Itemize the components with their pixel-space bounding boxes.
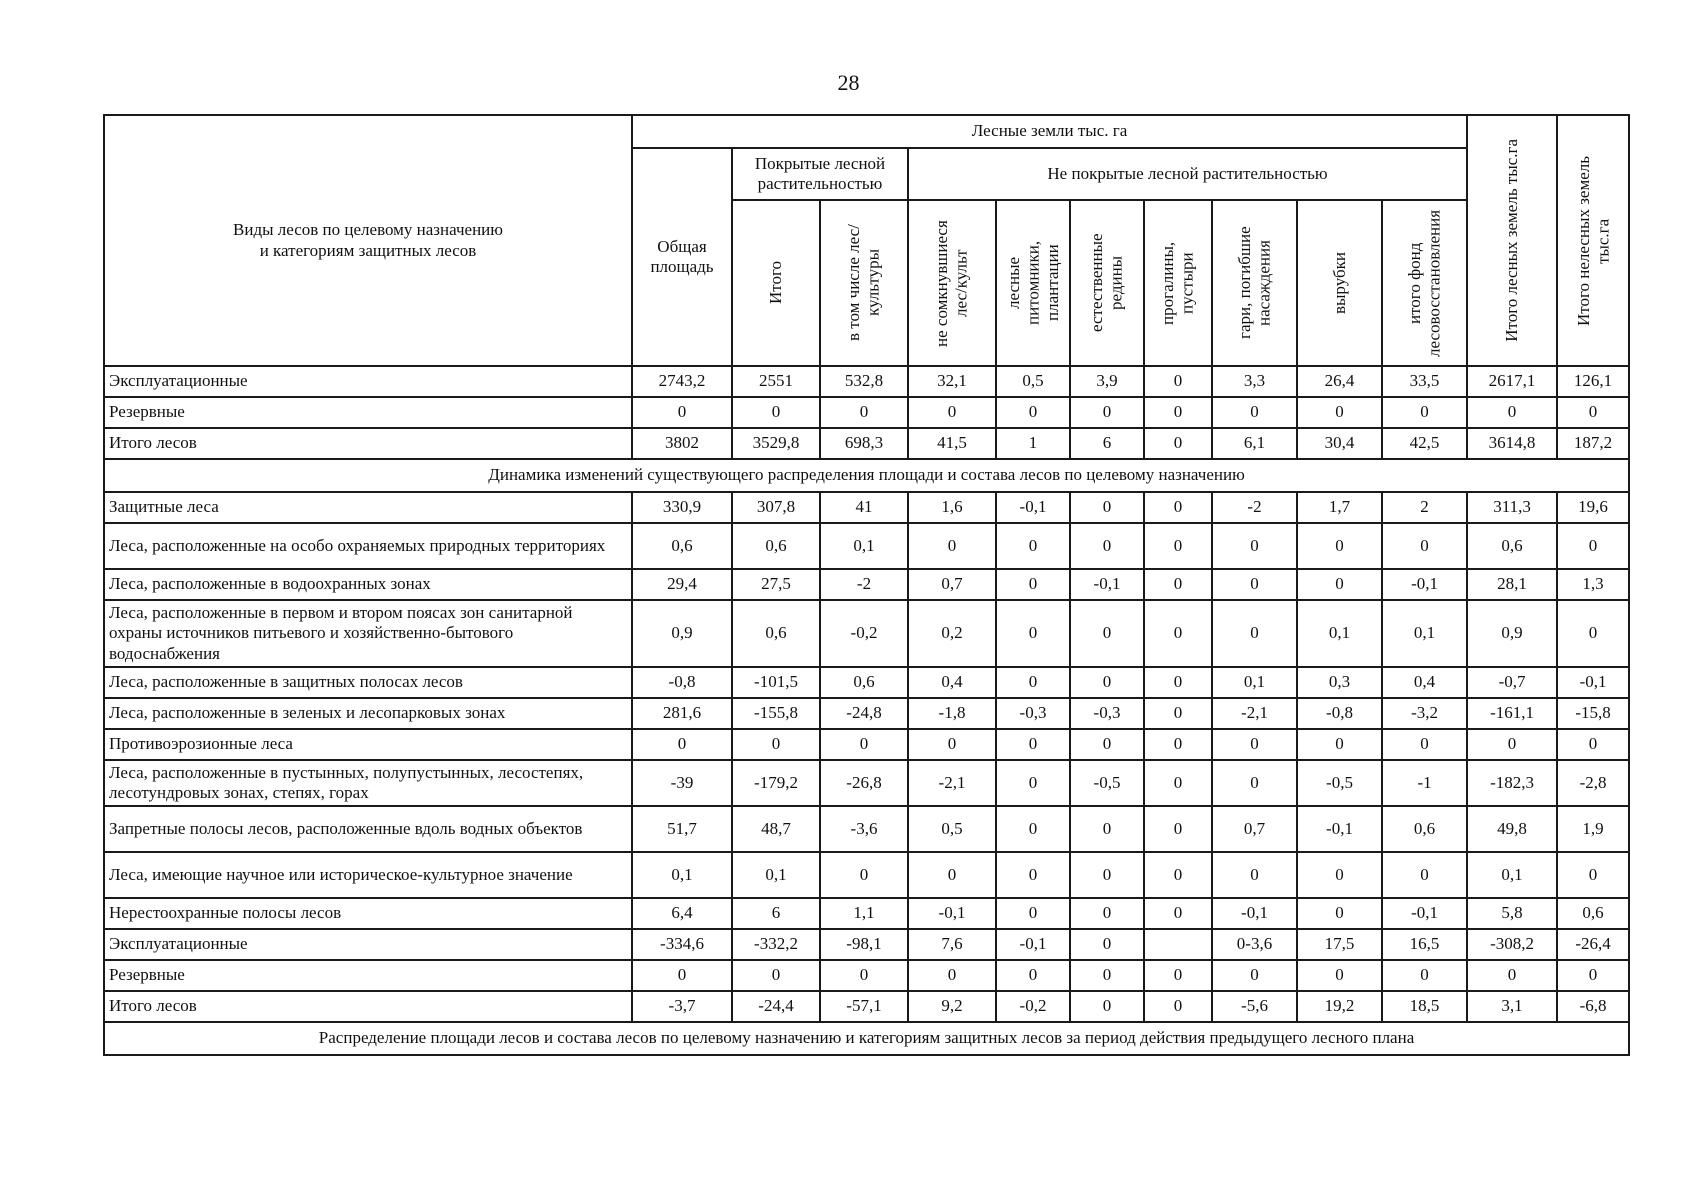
table-cell: 2	[1382, 492, 1467, 523]
table-cell: 0	[1382, 523, 1467, 569]
table-cell: 3,9	[1070, 366, 1144, 397]
table-cell: -308,2	[1467, 929, 1557, 960]
table-cell: -2,1	[1212, 698, 1297, 729]
table-cell: 30,4	[1297, 428, 1382, 459]
table-cell: 1,6	[908, 492, 996, 523]
table-cell: 0	[1070, 397, 1144, 428]
table-cell: -0,1	[996, 929, 1070, 960]
table-cell: 0	[732, 729, 820, 760]
table-cell: 0	[1212, 569, 1297, 600]
table-cell: 0	[1144, 569, 1212, 600]
table-cell: 1,7	[1297, 492, 1382, 523]
table-cell: 27,5	[732, 569, 820, 600]
table-cell: 0	[996, 729, 1070, 760]
section-dynamics	[104, 459, 1629, 492]
table-cell: 0,1	[1467, 852, 1557, 898]
table-cell: 3,1	[1467, 991, 1557, 1022]
table-cell: 0	[1557, 397, 1629, 428]
table-cell: -332,2	[732, 929, 820, 960]
table-cell: 0	[1382, 960, 1467, 991]
table-cell: 42,5	[1382, 428, 1467, 459]
table-cell: 16,5	[1382, 929, 1467, 960]
table-row	[104, 852, 1629, 898]
header-nc-cuttings: вырубки	[1297, 200, 1382, 366]
header-nc-nurseries: лесные питомники, плантации	[996, 200, 1070, 366]
table-cell: 0	[820, 397, 908, 428]
table-cell: -26,8	[820, 760, 908, 806]
table-cell: 0	[1297, 960, 1382, 991]
section-title-distribution: Распределение площади лесов и состава лесов по целевому назначению и категориям защитных лесов за период действия предыдущего лесного плана	[104, 1022, 1629, 1055]
table-cell: -6,8	[1557, 991, 1629, 1022]
table-cell: 0	[1212, 729, 1297, 760]
table-cell: 0	[1144, 397, 1212, 428]
table-cell: 0	[1212, 760, 1297, 806]
row-label: Леса, расположенные в водоохранных зонах	[104, 569, 632, 600]
table-cell: 2551	[732, 366, 820, 397]
table-cell: 0,6	[1382, 806, 1467, 852]
table-cell: 0	[1212, 960, 1297, 991]
table-row	[104, 569, 1629, 600]
row-label: Резервные	[104, 960, 632, 991]
table-cell: 0	[996, 960, 1070, 991]
table-cell: -26,4	[1557, 929, 1629, 960]
table-row	[104, 698, 1629, 729]
table-cell: 0	[1070, 806, 1144, 852]
table-cell: 0	[820, 852, 908, 898]
table-cell: 330,9	[632, 492, 732, 523]
table-cell: 19,2	[1297, 991, 1382, 1022]
row-label: Нерестоохранные полосы лесов	[104, 898, 632, 929]
table-cell: -3,6	[820, 806, 908, 852]
table-cell: 0	[1557, 600, 1629, 667]
table-cell: -334,6	[632, 929, 732, 960]
table-cell: 307,8	[732, 492, 820, 523]
table-cell: 1,3	[1557, 569, 1629, 600]
table-cell: 0,1	[1297, 600, 1382, 667]
table-cell: 0	[1144, 960, 1212, 991]
section-distribution	[104, 1022, 1629, 1055]
table-cell: 0	[1144, 428, 1212, 459]
table-cell: 0	[996, 667, 1070, 698]
table-cell: -0,1	[1382, 898, 1467, 929]
table-cell: 0-3,6	[1212, 929, 1297, 960]
table-cell: 0	[1297, 569, 1382, 600]
table-cell: 0	[1070, 523, 1144, 569]
table-cell: -3,2	[1382, 698, 1467, 729]
table-cell: 0	[820, 960, 908, 991]
table-cell: -0,2	[820, 600, 908, 667]
row-label: Итого лесов	[104, 428, 632, 459]
table-cell: 0	[1297, 397, 1382, 428]
table-cell: 0,5	[908, 806, 996, 852]
table-cell: -161,1	[1467, 698, 1557, 729]
table-row	[104, 929, 1629, 960]
table-cell: 0	[1297, 523, 1382, 569]
table-cell: 0	[1297, 898, 1382, 929]
table-cell: 0	[996, 397, 1070, 428]
row-label: Эксплуатационные	[104, 929, 632, 960]
table-cell: 0	[1144, 698, 1212, 729]
table-row	[104, 760, 1629, 806]
table-cell: 0	[996, 898, 1070, 929]
table-cell: 2617,1	[1467, 366, 1557, 397]
table-cell: 6	[1070, 428, 1144, 459]
table-cell: -0,8	[632, 667, 732, 698]
table-cell: 0	[1070, 492, 1144, 523]
table-cell: -0,3	[996, 698, 1070, 729]
section-title-dynamics: Динамика изменений существующего распределения площади и состава лесов по целевому назначению	[104, 459, 1629, 492]
table-cell: -0,1	[1297, 806, 1382, 852]
table-cell: 0	[1212, 523, 1297, 569]
table-row	[104, 523, 1629, 569]
table-row	[104, 898, 1629, 929]
table-cell: -39	[632, 760, 732, 806]
table-cell: 9,2	[908, 991, 996, 1022]
table-cell: -2,8	[1557, 760, 1629, 806]
row-label: Леса, расположенные в зеленых и лесопарковых зонах	[104, 698, 632, 729]
table-cell: 698,3	[820, 428, 908, 459]
table-cell: 18,5	[1382, 991, 1467, 1022]
table-cell: 0,1	[632, 852, 732, 898]
row-label: Леса, имеющие научное или историческое-культурное значение	[104, 852, 632, 898]
table-cell: 0	[996, 600, 1070, 667]
table-cell: 0	[908, 852, 996, 898]
table-cell: 0,9	[632, 600, 732, 667]
row-label: Защитные леса	[104, 492, 632, 523]
table-cell: -0,8	[1297, 698, 1382, 729]
row-label: Запретные полосы лесов, расположенные вдоль водных объектов	[104, 806, 632, 852]
table-cell: 0,6	[1467, 523, 1557, 569]
table-cell: 0	[1557, 960, 1629, 991]
header-nc-burned: гари, погибшие насаждения	[1212, 200, 1297, 366]
table-cell: 0,1	[732, 852, 820, 898]
table-cell: -101,5	[732, 667, 820, 698]
table-cell: 0	[1297, 729, 1382, 760]
table-cell: 0	[908, 397, 996, 428]
table-cell: 0,4	[1382, 667, 1467, 698]
table-cell: 0	[1144, 366, 1212, 397]
table-cell: 51,7	[632, 806, 732, 852]
table-cell: 0	[1144, 806, 1212, 852]
table-cell: 0	[1297, 852, 1382, 898]
table-cell: 0,6	[820, 667, 908, 698]
table-cell: 0	[1467, 397, 1557, 428]
header-nc-total-fund: итого фонд лесовосстановления	[1382, 200, 1467, 366]
table-cell: 26,4	[1297, 366, 1382, 397]
table-cell: 0	[1070, 898, 1144, 929]
header-covered: Покрытые лесной растительностью	[732, 148, 908, 200]
table-cell: 0	[996, 806, 1070, 852]
table-cell: 532,8	[820, 366, 908, 397]
table-cell: 0,7	[908, 569, 996, 600]
table-cell: 0,2	[908, 600, 996, 667]
table-cell: -179,2	[732, 760, 820, 806]
table-row	[104, 960, 1629, 991]
header-nc-glades: прогалины, пустыри	[1144, 200, 1212, 366]
table-cell: 0	[996, 852, 1070, 898]
table-cell: 0	[1144, 991, 1212, 1022]
table-cell: 0	[908, 729, 996, 760]
table-cell: -0,5	[1297, 760, 1382, 806]
table-cell: 126,1	[1557, 366, 1629, 397]
table-cell: 0	[1070, 667, 1144, 698]
table-cell: -0,1	[1212, 898, 1297, 929]
table-cell: 0	[1144, 492, 1212, 523]
table-cell: 0,5	[996, 366, 1070, 397]
table-cell: -98,1	[820, 929, 908, 960]
table-cell: 1	[996, 428, 1070, 459]
table-cell: 0	[820, 729, 908, 760]
table-cell: 0,9	[1467, 600, 1557, 667]
table-cell: 0	[1144, 898, 1212, 929]
table-cell: 0	[1144, 852, 1212, 898]
row-label: Леса, расположенные в пустынных, полупустынных, лесостепях, лесотундровых зонах, степях, горах	[104, 760, 632, 806]
table-cell: -2	[820, 569, 908, 600]
table-cell: 0	[1382, 397, 1467, 428]
table-cell: -0,1	[1070, 569, 1144, 600]
table-cell: 0	[1070, 991, 1144, 1022]
table-cell: 1,1	[820, 898, 908, 929]
table-cell: -0,1	[908, 898, 996, 929]
header-covered-total: Итого	[732, 200, 820, 366]
table-cell: 33,5	[1382, 366, 1467, 397]
table-row	[104, 667, 1629, 698]
header-row-label: Виды лесов по целевому назначению и категориям защитных лесов	[104, 115, 632, 366]
table-cell: 0,6	[632, 523, 732, 569]
table-cell: 0	[1070, 960, 1144, 991]
table-row	[104, 428, 1629, 459]
table-cell: -0,7	[1467, 667, 1557, 698]
table-cell: 49,8	[1467, 806, 1557, 852]
table-cell: 0	[1144, 523, 1212, 569]
header-total-nonforest-lands: Итого нелесных земель тыс.га	[1557, 115, 1629, 366]
table-body-top	[104, 366, 1629, 459]
table-cell: 48,7	[732, 806, 820, 852]
table-cell: 0	[632, 397, 732, 428]
table-cell: 0	[1070, 600, 1144, 667]
table-cell: 0	[908, 523, 996, 569]
header-nc-natural-sparse: естественные редины	[1070, 200, 1144, 366]
table-cell: 17,5	[1297, 929, 1382, 960]
table-cell: 41,5	[908, 428, 996, 459]
table-cell: -15,8	[1557, 698, 1629, 729]
table-cell: -0,2	[996, 991, 1070, 1022]
table-cell: 0	[1070, 852, 1144, 898]
table-cell: -24,4	[732, 991, 820, 1022]
table-cell: -2,1	[908, 760, 996, 806]
table-cell: 0	[1467, 729, 1557, 760]
header-not-covered: Не покрытые лесной растительностью	[908, 148, 1467, 200]
table-cell: 5,8	[1467, 898, 1557, 929]
table-cell: 3614,8	[1467, 428, 1557, 459]
row-label: Резервные	[104, 397, 632, 428]
table-cell: 0	[1144, 729, 1212, 760]
page-number: 28	[837, 70, 860, 95]
table-cell: -1	[1382, 760, 1467, 806]
table-cell: 281,6	[632, 698, 732, 729]
table-cell	[1144, 929, 1212, 960]
table-cell: 6	[732, 898, 820, 929]
table-cell: -3,7	[632, 991, 732, 1022]
table-cell: 3529,8	[732, 428, 820, 459]
table-cell: 0	[1467, 960, 1557, 991]
table-cell: 0	[996, 569, 1070, 600]
table-cell: 2743,2	[632, 366, 732, 397]
table-cell: -155,8	[732, 698, 820, 729]
table-cell: -0,3	[1070, 698, 1144, 729]
table-cell: 0,6	[732, 600, 820, 667]
row-label: Леса, расположенные в первом и втором поясах зон санитарной охраны источников питьевого и хозяйственно-бытового водоснабжения	[104, 600, 632, 667]
table-cell: 0	[1382, 852, 1467, 898]
table-cell: 0,1	[820, 523, 908, 569]
table-cell: 1,9	[1557, 806, 1629, 852]
table-cell: -2	[1212, 492, 1297, 523]
table-body-dynamics	[104, 492, 1629, 1022]
row-label: Эксплуатационные	[104, 366, 632, 397]
table-cell: 0	[1212, 852, 1297, 898]
table-cell: 0	[1070, 729, 1144, 760]
table-cell: 0	[908, 960, 996, 991]
table-cell: -1,8	[908, 698, 996, 729]
table-cell: -0,1	[996, 492, 1070, 523]
table-cell: 0,4	[908, 667, 996, 698]
table-cell: 0,1	[1382, 600, 1467, 667]
table-cell: 0	[996, 760, 1070, 806]
table-cell: 0,1	[1212, 667, 1297, 698]
table-cell: 0	[632, 960, 732, 991]
table-row	[104, 366, 1629, 397]
header-forest-lands: Лесные земли тыс. га	[632, 115, 1467, 148]
table-cell: 0	[1144, 600, 1212, 667]
header-nc-unclosed: не сомкнувшиеся лес/культ	[908, 200, 996, 366]
table-cell: 0	[732, 960, 820, 991]
table-cell: -24,8	[820, 698, 908, 729]
table-row	[104, 397, 1629, 428]
table-cell: 0	[1212, 397, 1297, 428]
table-cell: 0	[732, 397, 820, 428]
table-row	[104, 729, 1629, 760]
table-cell: 0	[1070, 929, 1144, 960]
table-cell: 0	[1144, 760, 1212, 806]
table-cell: 41	[820, 492, 908, 523]
table-cell: -5,6	[1212, 991, 1297, 1022]
table-cell: 0	[1557, 523, 1629, 569]
table-cell: -182,3	[1467, 760, 1557, 806]
table-cell: 0,6	[1557, 898, 1629, 929]
header-covered-incl: в том числе лес/культуры	[820, 200, 908, 366]
table-cell: 7,6	[908, 929, 996, 960]
table-row	[104, 600, 1629, 667]
table-cell: 3802	[632, 428, 732, 459]
table-cell: 187,2	[1557, 428, 1629, 459]
table-cell: 0	[1144, 667, 1212, 698]
table-cell: 3,3	[1212, 366, 1297, 397]
table-cell: 29,4	[632, 569, 732, 600]
table-cell: 6,4	[632, 898, 732, 929]
row-label: Леса, расположенные на особо охраняемых природных территориях	[104, 523, 632, 569]
header-total-forest-lands: Итого лесных земель тыс.га	[1467, 115, 1557, 366]
table-cell: 0,6	[732, 523, 820, 569]
table-cell: 6,1	[1212, 428, 1297, 459]
table-row	[104, 991, 1629, 1022]
table-cell: -0,1	[1557, 667, 1629, 698]
table-row	[104, 806, 1629, 852]
table-cell: 0	[632, 729, 732, 760]
table-cell: -0,5	[1070, 760, 1144, 806]
table-cell: 0	[1382, 729, 1467, 760]
table-cell: 0	[996, 523, 1070, 569]
header-total-area: Общая площадь	[632, 148, 732, 366]
table-cell: -0,1	[1382, 569, 1467, 600]
forest-distribution-table	[103, 114, 1630, 1056]
table-cell: 0,7	[1212, 806, 1297, 852]
row-label: Леса, расположенные в защитных полосах лесов	[104, 667, 632, 698]
row-label: Противоэрозионные леса	[104, 729, 632, 760]
table-cell: -57,1	[820, 991, 908, 1022]
table-cell: 0	[1557, 852, 1629, 898]
table-cell: 311,3	[1467, 492, 1557, 523]
table-cell: 32,1	[908, 366, 996, 397]
table-cell: 0	[1212, 600, 1297, 667]
row-label: Итого лесов	[104, 991, 632, 1022]
table-cell: 19,6	[1557, 492, 1629, 523]
table-cell: 0,3	[1297, 667, 1382, 698]
table-row	[104, 492, 1629, 523]
table-cell: 0	[1557, 729, 1629, 760]
table-cell: 28,1	[1467, 569, 1557, 600]
